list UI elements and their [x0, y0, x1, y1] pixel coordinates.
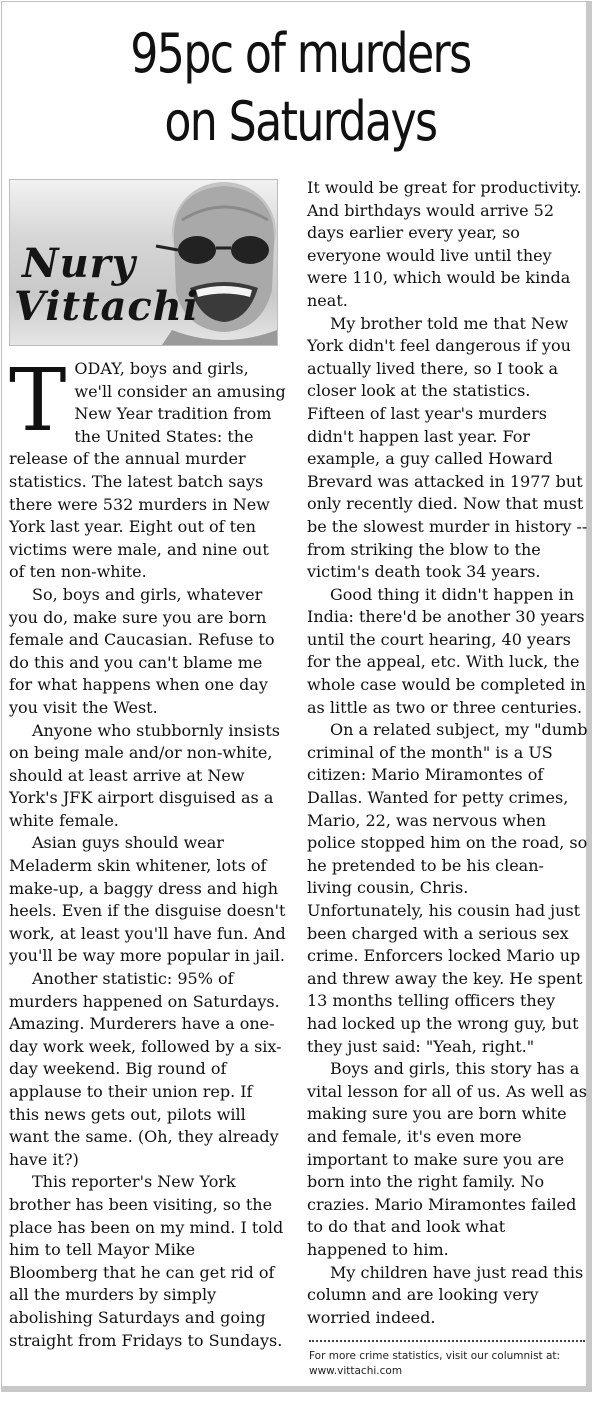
- headline: [54, 20, 547, 156]
- footnote-divider: [309, 1340, 585, 1342]
- article-paragraph: Asian guys should wear Meladerm skin whitener, lots of make-up, a baggy dress and high heels. Even if the disguise doesn't work, at least you'll have fun. And you'll be way more popular in jail.: [9, 833, 286, 966]
- article-paragraph: This reporter's New York brother has been visiting, so the place has been on my mind. I told him to tell Mayor Mike Bloomberg that he can get rid of all the murders by simply abolishing Saturdays and going straight from Fridays to Sundays.: [9, 1172, 284, 1350]
- article-paragraph: TODAY, boys and girls, we'll consider an amusing New Year tradition from the United States: the release of the annual murder statistics. The latest batch says there were 532 murders in New York last year. Eight out of ten victims were male, and nine out of ten non-white.: [9, 351, 286, 582]
- footnote: For more crime statistics, visit our columnist at: www.vittachi.com: [309, 1350, 561, 1377]
- article-paragraph: It would be great for productivity. And birthdays would arrive 52 days earlier every year, so everyone would live until they were 110, which would be kinda neat.: [307, 178, 582, 310]
- byline-first-name: Nury: [22, 240, 136, 287]
- drop-cap: T: [9, 351, 67, 451]
- article-column-2: [307, 177, 588, 1329]
- article-paragraph: Boys and girls, this story has a vital lesson for all of us. As well as making sure you are born white and female, it's even more important to make sure you are born into the right family. No crazies. Mario Miramontes failed to do that and look what happened to him.: [307, 1059, 587, 1259]
- columnist-byline-image: [9, 179, 278, 346]
- article-paragraph: Another statistic: 95% of murders happened on Saturdays. Amazing. Murderers have a one-day work week, followed by a six-day weekend. Big round of applause to their union rep. If this news gets out, pilots will want the same. (Oh, they already have it?): [9, 969, 282, 1169]
- headline-line-2: on Saturdays: [164, 90, 437, 153]
- article-paragraph: My children have just read this column and are looking very worried indeed.: [307, 1262, 584, 1327]
- article-paragraph: Anyone who stubbornly insists on being male and/or non-white, should at least arrive at New York's JFK airport disguised as a white female.: [9, 720, 280, 830]
- article-paragraph: So, boys and girls, whatever you do, make sure you are born female and Caucasian. Refuse to do this and you can't blame me for what happens when one day you visit the West.: [9, 584, 275, 717]
- article-column-1: [9, 351, 287, 1352]
- headline-line-1: 95pc of murders: [130, 22, 471, 85]
- article-paragraph: Good thing it didn't happen in India: there'd be another 30 years until the court hearing, 40 years for the appeal, etc. With luck, the whole case would be completed in as little as two or three centuries.: [307, 584, 586, 717]
- byline-last-name: Vittachi: [14, 283, 200, 330]
- article-paragraph: My brother told me that New York didn't feel dangerous if you actually lived there, so I took a closer look at the statistics. Fifteen of last year's murders didn't happen last year. For example, a guy called Howard Brevard was attacked in 1977 but only recently died. Now that must be the slowest murder in history -- from striking the blow to the victim's death took 34 years.: [307, 313, 588, 582]
- article-paragraph: On a related subject, my "dumb criminal of the month" is a US citizen: Mario Miramontes of Dallas. Wanted for petty crimes, Mario, 22, was nervous when police stopped him on the road, so he pretended to be his clean-living cousin, Chris. Unfortunately, his cousin had just been charged with a serious sex crime. Enforcers locked Mario up and threw away the key. He spent 13 months telling officers they had locked up the wrong guy, but they just said: "Yeah, right.": [307, 720, 588, 1056]
